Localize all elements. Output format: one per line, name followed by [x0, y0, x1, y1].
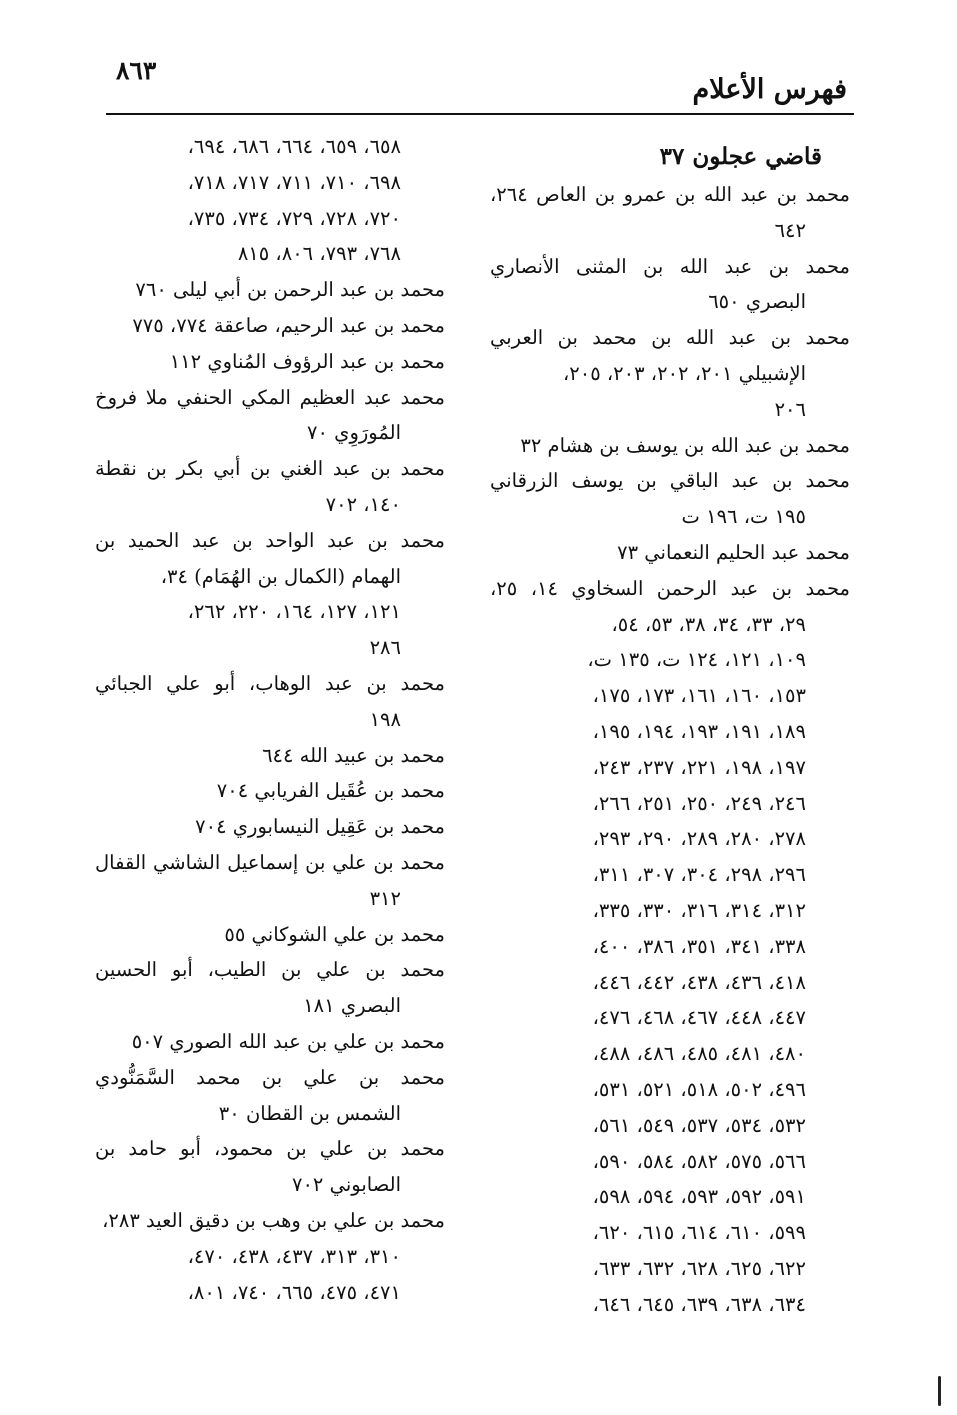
- index-line: ١٩٧، ١٩٨، ٢٢١، ٢٣٧، ٢٤٣،: [592, 755, 806, 779]
- index-line: الإشبيلي ٢٠١، ٢٠٢، ٢٠٣، ٢٠٥،: [562, 361, 806, 385]
- index-line: ٣٣٨، ٣٤١، ٣٥١، ٣٨٦، ٤٠٠،: [592, 934, 806, 958]
- index-line: ٤٤٧، ٤٤٨، ٤٦٧، ٤٦٨، ٤٧٦،: [592, 1006, 806, 1030]
- index-line: ٧٢٠، ٧٢٨، ٧٢٩، ٧٣٤، ٧٣٥،: [187, 206, 401, 230]
- index-line: ٥٩١، ٥٩٢، ٥٩٣، ٥٩٤، ٥٩٨،: [592, 1185, 806, 1209]
- index-line: محمد بن عبد الباقي بن يوسف الزرقاني: [490, 469, 850, 493]
- index-line: ٦٢٢، ٦٢٥، ٦٢٨، ٦٣٢، ٦٣٣،: [592, 1256, 806, 1280]
- index-line: محمد بن علي بن إسماعيل الشاشي القفال: [95, 850, 445, 874]
- index-line: محمد بن عبد الغني بن أبي بكر بن نقطة: [95, 457, 445, 481]
- index-line: ٤٩٦، ٥٠٢، ٥١٨، ٥٢١، ٥٣١،: [592, 1077, 806, 1101]
- index-line: محمد عبد الحليم النعماني ٧٣: [617, 540, 850, 564]
- index-line: ٣١٢، ٣١٤، ٣١٦، ٣٣٠، ٣٣٥،: [592, 898, 806, 922]
- index-line: محمد بن علي الشوكاني ٥٥: [224, 922, 445, 946]
- index-line: ١٠٩، ١٢١، ١٢٤ ت، ١٣٥ ت،: [587, 648, 806, 672]
- index-column-right: [490, 137, 850, 1323]
- index-line: ٤١٨، ٤٣٦، ٤٣٨، ٤٤٢، ٤٤٦،: [592, 970, 806, 994]
- index-line: الهمام (الكمال بن الهُمَام) ٣٤،: [160, 564, 401, 588]
- index-line: محمد بن عبد الرحمن بن أبي ليلى ٧٦٠: [135, 278, 445, 302]
- index-line: ١٩٨: [369, 707, 401, 731]
- index-line: محمد بن علي بن وهب بن دقيق العيد ٢٨٣،: [102, 1208, 445, 1232]
- index-line: ٦٥٨، ٦٥٩، ٦٦٤، ٦٨٦، ٦٩٤،: [187, 135, 401, 158]
- index-line: محمد بن عبد الوهاب، أبو علي الجبائي: [95, 671, 445, 695]
- index-line: محمد بن عبد الله بن محمد بن العربي: [490, 326, 850, 350]
- index-line: محمد بن عُقَيل الفريابي ٧٠٤: [216, 779, 445, 803]
- index-line: ١٤٠، ٧٠٢: [325, 492, 401, 516]
- index-line: الصابوني ٧٠٢: [291, 1173, 401, 1197]
- index-line: ٢٠٦: [774, 397, 806, 421]
- index-line: محمد بن عَقِيل النيسابوري ٧٠٤: [195, 815, 445, 839]
- margin-mark: [938, 1376, 941, 1406]
- index-line: البصري ٦٥٠: [708, 290, 806, 314]
- index-line: ٧٦٨، ٧٩٣، ٨٠٦، ٨١٥: [237, 242, 401, 266]
- index-line: ٥٩٩، ٦١٠، ٦١٤، ٦١٥، ٦٢٠،: [592, 1221, 806, 1245]
- index-line: ١٩٥ ت، ١٩٦ ت: [681, 505, 806, 529]
- index-line: البصري ١٨١: [303, 994, 401, 1018]
- index-line: ٤٨٠، ٤٨١، ٤٨٥، ٤٨٦، ٤٨٨،: [592, 1042, 806, 1066]
- index-line: محمد بن علي بن محمود، أبو حامد بن: [95, 1137, 445, 1161]
- index-line: ٢٨٦: [369, 636, 401, 660]
- index-line: ٢٤٦، ٢٤٩، ٢٥٠، ٢٥١، ٢٦٦،: [592, 791, 806, 815]
- index-line: ٦٤٢: [774, 218, 806, 242]
- index-line: محمد بن عبد الرحمن السخاوي ١٤، ٢٥،: [490, 576, 850, 600]
- index-column-left: [95, 129, 445, 1310]
- index-line: ١٥٣، ١٦٠، ١٦١، ١٧٣، ١٧٥،: [592, 684, 806, 708]
- index-line: ٢٧٨، ٢٨٠، ٢٨٩، ٢٩٠، ٢٩٣،: [592, 827, 806, 851]
- header-rule: [106, 113, 854, 115]
- index-line: ٤٧١، ٤٧٥، ٦٦٥، ٧٤٠، ٨٠١،: [187, 1280, 401, 1304]
- index-line: ٦٩٨، ٧١٠، ٧١١، ٧١٧، ٧١٨،: [187, 170, 401, 194]
- page-header-title: فهرس الأعلام: [692, 74, 847, 105]
- index-line: ١٨٩، ١٩١، ١٩٣، ١٩٤، ١٩٥،: [592, 719, 806, 743]
- index-line: ٥٣٢، ٥٣٤، ٥٣٧، ٥٤٩، ٥٦١،: [592, 1113, 806, 1137]
- index-line: ٣١٠، ٣١٣، ٤٣٧، ٤٣٨، ٤٧٠،: [187, 1244, 401, 1268]
- index-line: ٥٦٦، ٥٧٥، ٥٨٢، ٥٨٤، ٥٩٠،: [592, 1149, 806, 1173]
- index-line: محمد بن عبد الواحد بن عبد الحميد بن: [95, 528, 445, 552]
- index-line: محمد بن عبيد الله ٦٤٤: [262, 743, 445, 767]
- index-line: محمد بن علي بن الطيب، أبو الحسين: [95, 958, 445, 982]
- index-line: ٢٩، ٣٣، ٣٤، ٣٨، ٥٣، ٥٤،: [611, 612, 806, 636]
- index-heading: قاضي عجلون ٣٧: [659, 143, 822, 170]
- index-line: ١٢١، ١٢٧، ١٦٤، ٢٢٠، ٢٦٢،: [187, 600, 401, 624]
- index-line: محمد بن علي بن محمد السَّمَنُّودي: [95, 1065, 445, 1089]
- index-line: محمد بن عبد الله بن عمرو بن العاص ٢٦٤،: [490, 183, 850, 206]
- index-line: محمد بن علي بن عبد الله الصوري ٥٠٧: [131, 1029, 445, 1053]
- index-line: المُورَوِي ٧٠: [307, 421, 401, 445]
- index-line: الشمس بن القطان ٣٠: [218, 1101, 401, 1125]
- index-line: ٦٣٤، ٦٣٨، ٦٣٩، ٦٤٥، ٦٤٦،: [592, 1292, 806, 1316]
- index-line: محمد بن عبد الرؤوف المُناوي ١١٢: [169, 349, 445, 373]
- index-line: محمد بن عبد الرحيم، صاعقة ٧٧٤، ٧٧٥: [132, 313, 445, 337]
- index-line: ٢٩٦، ٢٩٨، ٣٠٤، ٣٠٧، ٣١١،: [592, 863, 806, 887]
- index-line: ٣١٢: [369, 886, 401, 910]
- index-line: محمد عبد العظيم المكي الحنفي ملا فروخ: [95, 385, 445, 409]
- index-line: محمد بن عبد الله بن يوسف بن هشام ٣٢: [520, 433, 850, 457]
- index-line: محمد بن عبد الله بن المثنى الأنصاري: [490, 254, 850, 278]
- page-number: ٨٦٣: [116, 56, 157, 85]
